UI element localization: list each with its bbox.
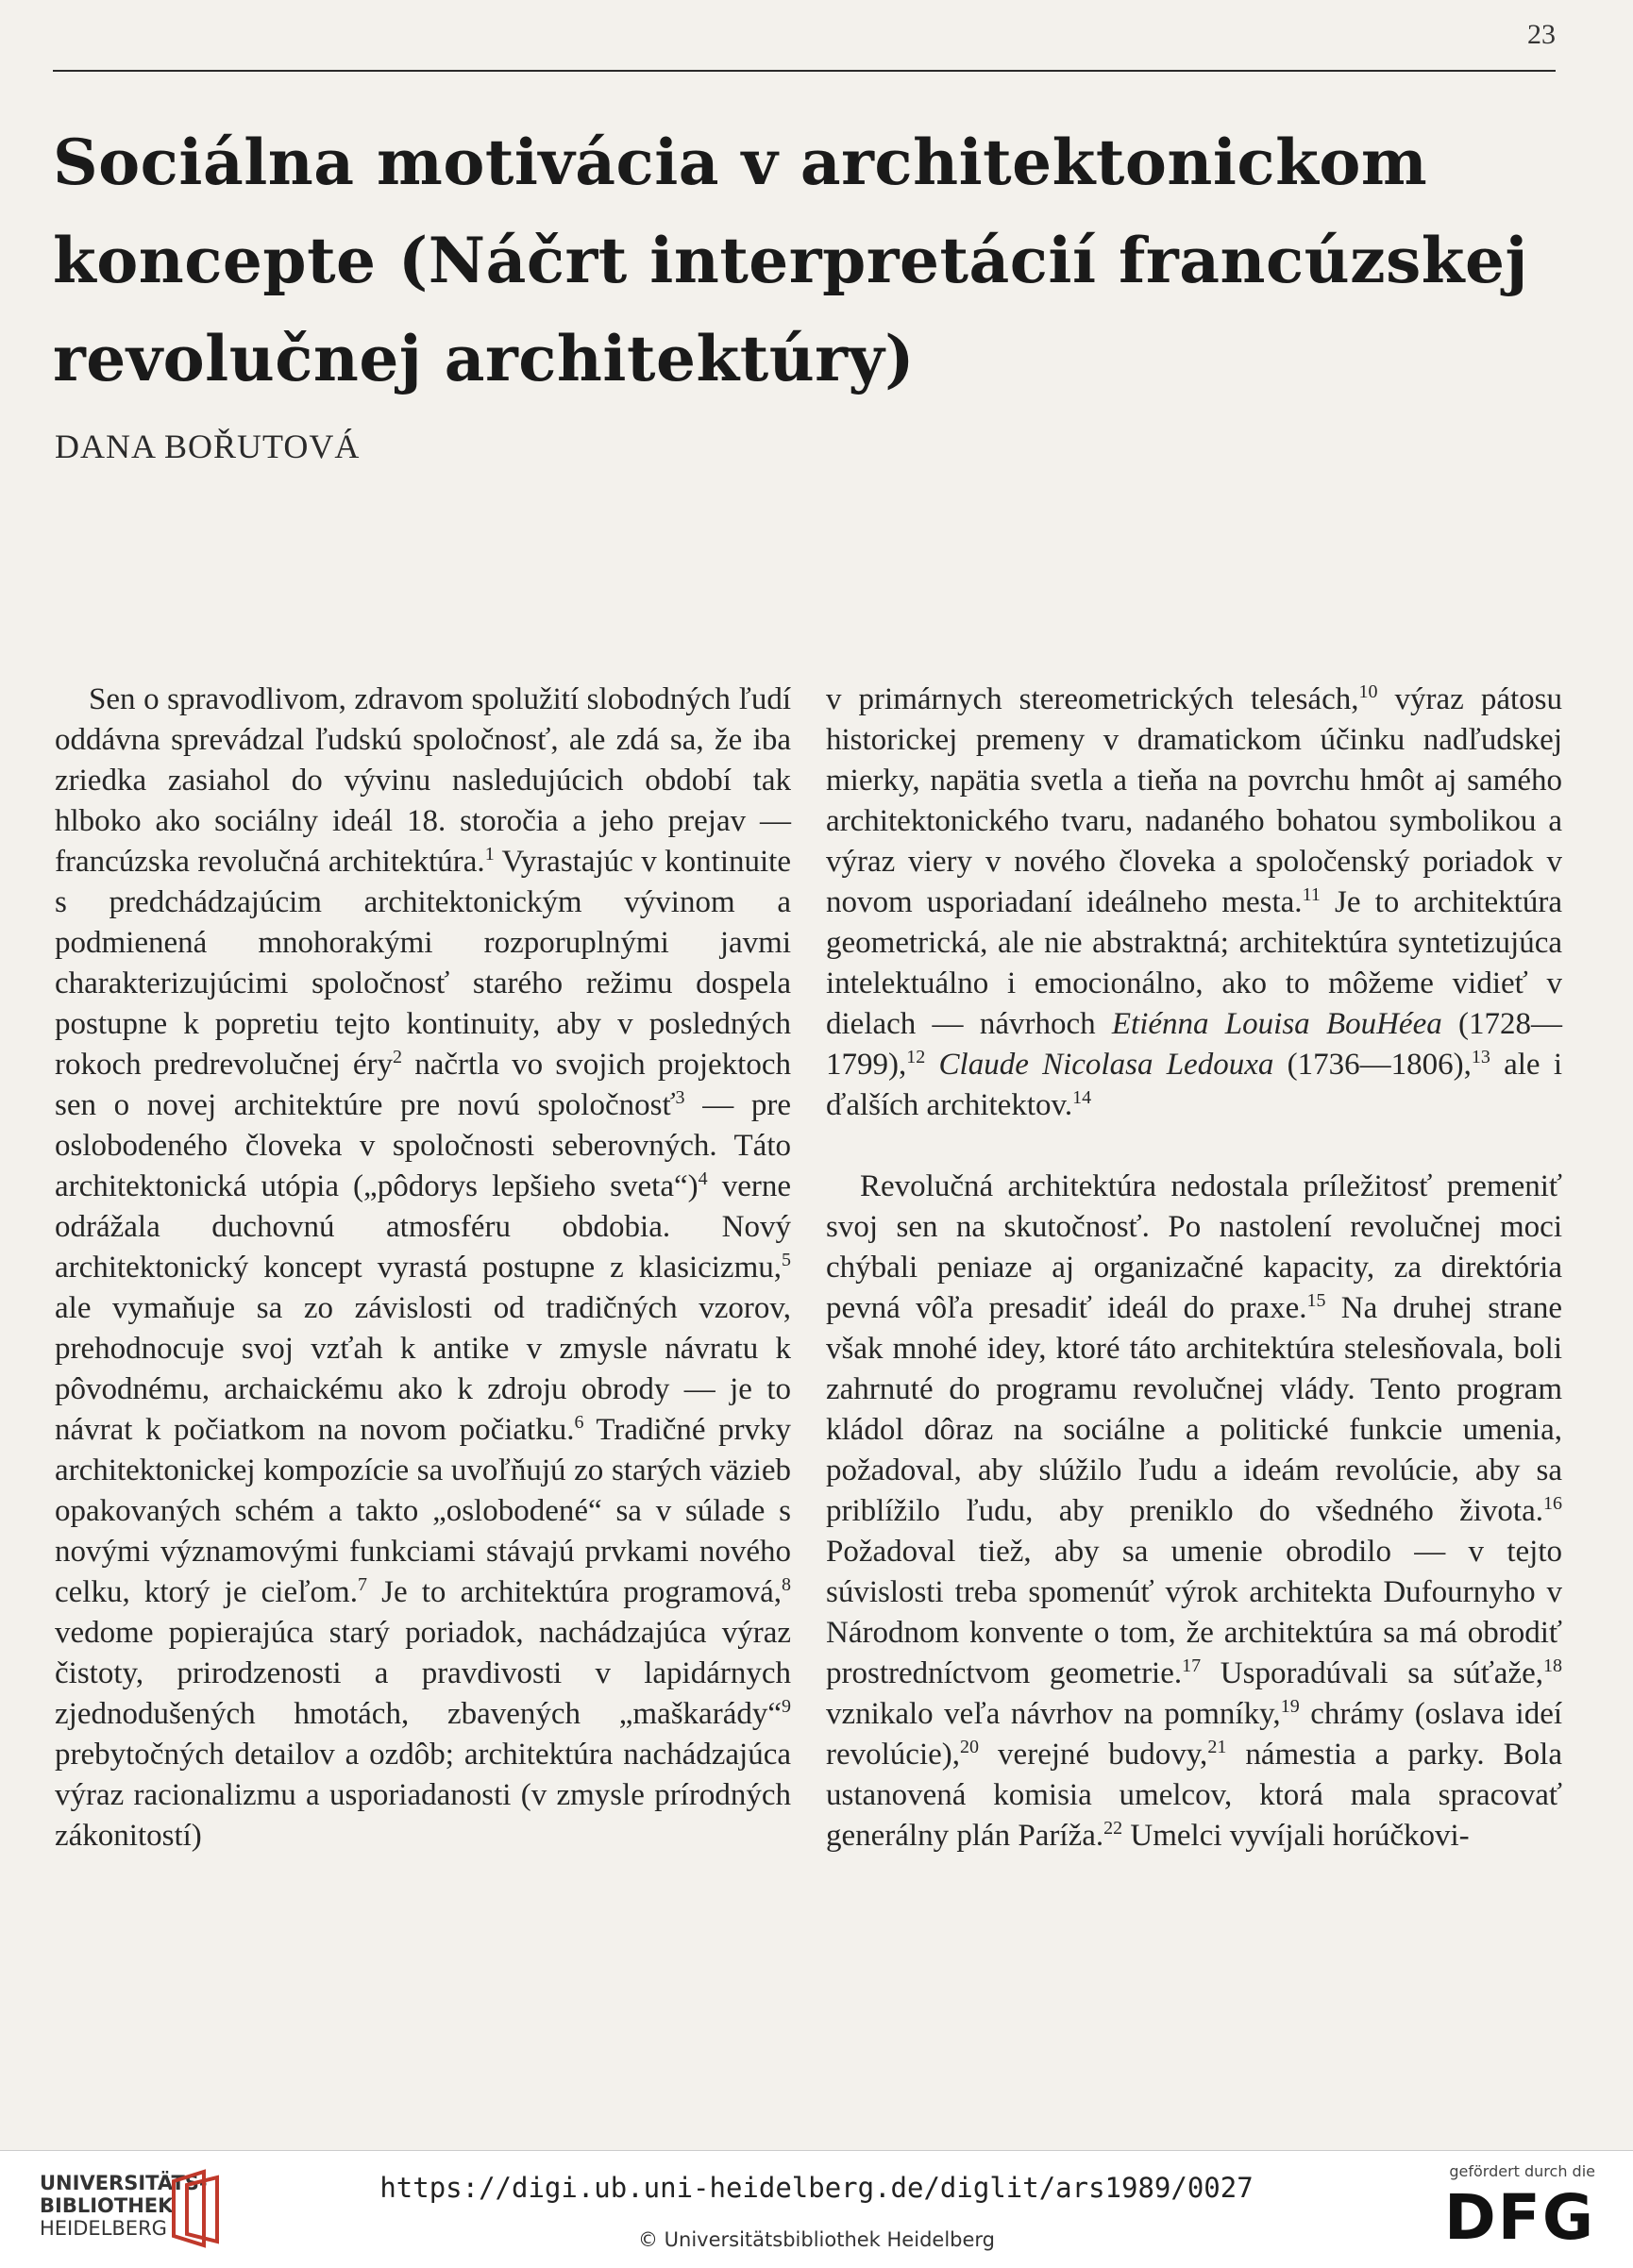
text-run: — pre oslobodeného človeka v spoločnosti seberovných. Táto architektonická utópia („pôdorys lepšieho sveta“) (55, 1088, 791, 1203)
digitization-footer (0, 2150, 1633, 2268)
footnote-marker: 2 (393, 1047, 403, 1067)
source-url-link[interactable]: https://digi.ub.uni-heidelberg.de/diglit/ars1989/0027 (379, 2172, 1254, 2204)
library-name-line-1: UNIVERSITÄTS- (40, 2172, 208, 2194)
text-run: Je to architektúra geometrická, ale nie abstraktná; architektúra syntetizujúca intelektuálno i emocionálno, ako to môžeme vidieť v dielach — návrhoch (826, 885, 1562, 1041)
text-run: ale i ďalších architektov. (826, 1048, 1563, 1122)
paragraph-revolution (826, 1167, 1562, 1856)
text-run: Na druhej strane však mnohé idey, ktoré táto architektúra stelesňovala, boli zahrnuté do programu revolučnej vlády. Tento program kládol dôraz na sociálne a politické funkcie umenia, požadoval, aby slúžilo ľudu a ideám revolúcie, aby sa priblížilo ľudu, aby preniklo do všedného života. (826, 1291, 1563, 1528)
footnote-marker: 5 (782, 1250, 791, 1270)
top-rule (53, 70, 1556, 72)
footnote-marker: 13 (1471, 1047, 1490, 1067)
footnote-marker: 10 (1358, 681, 1378, 702)
footnote-marker: 18 (1543, 1655, 1562, 1676)
footnote-marker: 17 (1182, 1655, 1202, 1676)
right-column (826, 680, 1562, 1856)
title-line-2: koncepte (Náčrt interpretácií francúzskej (53, 224, 1528, 297)
footnote-marker: 20 (960, 1737, 980, 1757)
paragraph-intro (55, 680, 791, 1856)
footnote-marker: 12 (906, 1047, 926, 1067)
library-name-line-3: HEIDELBERG (40, 2217, 167, 2240)
footnote-marker: 11 (1302, 884, 1321, 905)
library-name-line-2: BIBLIOTHEK (40, 2194, 174, 2217)
italic-name: Claude Nicolasa Ledouxa (938, 1048, 1274, 1082)
footnote-marker: 19 (1280, 1696, 1300, 1717)
footnote-marker: 21 (1207, 1737, 1227, 1757)
copyright-notice: © Universitätsbibliothek Heidelberg (637, 2228, 995, 2251)
text-run: Je to architektúra programová, (366, 1575, 782, 1609)
text-run (925, 1048, 938, 1082)
text-run: Tradičné prvky architektonickej kompozície sa uvoľňujú zo starých väzieb opakovaných schém a takto „oslobodené“ sa v súlade s novými významovými funkciami stávajú prvkami nového celku, ktorý je cieľom. (55, 1413, 791, 1609)
text-run: verejné budovy, (979, 1738, 1208, 1772)
footnote-marker: 14 (1072, 1087, 1092, 1108)
paragraph-continued (826, 680, 1562, 1126)
title-line-1: Sociálna motivácia v architektonickom (53, 126, 1428, 199)
text-run: Sen o spravodlivom, zdravom spolužití slobodných ľudí oddávna sprevádzal ľudskú spoločnosť, ale zdá sa, že iba zriedka zasiahol do vývinu nasledujúcich období tak hlboko ako sociálny ideál 18. storočia a jeho prejav — francúzska revolučná architektúra. (55, 682, 791, 879)
footnote-marker: 7 (357, 1574, 367, 1595)
text-run: Požadoval tiež, aby sa umenie obrodilo — v tejto súvislosti treba spomenúť výrok architekta Dufournyho v Národnom konvente o tom, že architektúra sa má obrodiť prostredníctvom geometrie. (826, 1535, 1562, 1690)
funding-caption: gefördert durch die (1449, 2162, 1595, 2180)
footnote-marker: 9 (782, 1696, 791, 1717)
dfg-logo[interactable]: DFG (1443, 2181, 1595, 2254)
text-run: Usporadúvali sa súťaže, (1201, 1656, 1543, 1690)
text-run: vedome popierajúca starý poriadok, nachádzajúca výraz čistoty, prirodzenosti a pravdivosti v lapidárnych zjednodušených hmotách, zbavených „maškarády“ (55, 1616, 791, 1731)
footnote-marker: 15 (1306, 1290, 1326, 1311)
text-run: Revolučná architektúra nedostala príležitosť premeniť svoj sen na skutočnosť. Po nastolení revolučnej moci chýbali peniaze aj organizačné kapacity, za direktória pevná vôľa presadiť ideál do praxe. (826, 1169, 1562, 1325)
footnote-marker: 6 (574, 1412, 584, 1433)
text-run: prebytočných detailov a ozdôb; architektúra nachádzajúca výraz racionalizmu a usporiadanosti (v zmysle prírodných zákonitostí) (55, 1738, 791, 1853)
page-number: 23 (1527, 19, 1556, 50)
footnote-marker: 16 (1543, 1493, 1562, 1514)
footnote-marker: 3 (675, 1087, 685, 1108)
text-run: načrtla vo svojich projektoch sen o novej architektúre pre novú spoločnosť (55, 1048, 791, 1122)
italic-name: Etiénna Louisa BouHéea (1111, 1007, 1442, 1041)
left-column (55, 680, 791, 1856)
footnote-marker: 8 (782, 1574, 791, 1595)
text-run: verne odrážala duchovnú atmosféru obdobia. Nový architektonický koncept vyrastá postupne z klasicizmu, (55, 1169, 791, 1285)
text-run: námestia a parky. Bola ustanovená komisia umelcov, ktorá mala spracovať generálny plán Paríža. (826, 1738, 1562, 1853)
text-run: Umelci vyvíjali horúčkovi- (1122, 1819, 1470, 1853)
footnote-marker: 4 (698, 1168, 708, 1189)
text-run: (1736—1806), (1273, 1048, 1472, 1082)
text-run: výraz pátosu historickej premeny v dramatickom účinku nadľudskej mierky, napätia svetla a tieňa na povrchu hmôt aj samého architektonického tvaru, nadaného bohatou symbolikou a výraz viery v nového človeka a spoločenský poriadok v novom usporiadaní ideálneho mesta. (826, 682, 1562, 919)
text-run: chrámy (oslava ideí revolúcie), (826, 1697, 1563, 1772)
text-run: Vyrastajúc v kontinuite s predchádzajúcim architektonickým vývinom a podmienená mnohorakými rozporuplnými javmi charakterizujúcimi spoločnosť starého režimu dospela postupne k popretiu tejto kontinuity, aby v posledných rokoch predrevolučnej éry (55, 845, 791, 1082)
article-title (53, 113, 1582, 408)
footnote-marker: 22 (1103, 1818, 1123, 1839)
text-run: v primárnych stereometrických telesách, (826, 682, 1359, 716)
footnote-marker: 1 (484, 844, 495, 865)
text-run: ale vymaňuje sa zo závislosti od tradičných vzorov, prehodnocuje svoj vzťah k antike v zmysle návratu k pôvodnému, archaickému ako k zdroju obrody — je to návrat k počiatkom na novom počiatku. (55, 1291, 791, 1447)
text-run: vznikalo veľa návrhov na pomníky, (826, 1697, 1281, 1731)
author-name: DANA BOŘUTOVÁ (55, 428, 361, 465)
title-line-3: revolučnej architektúry) (53, 322, 916, 395)
text-run: (1728—1799), (826, 1007, 1562, 1082)
